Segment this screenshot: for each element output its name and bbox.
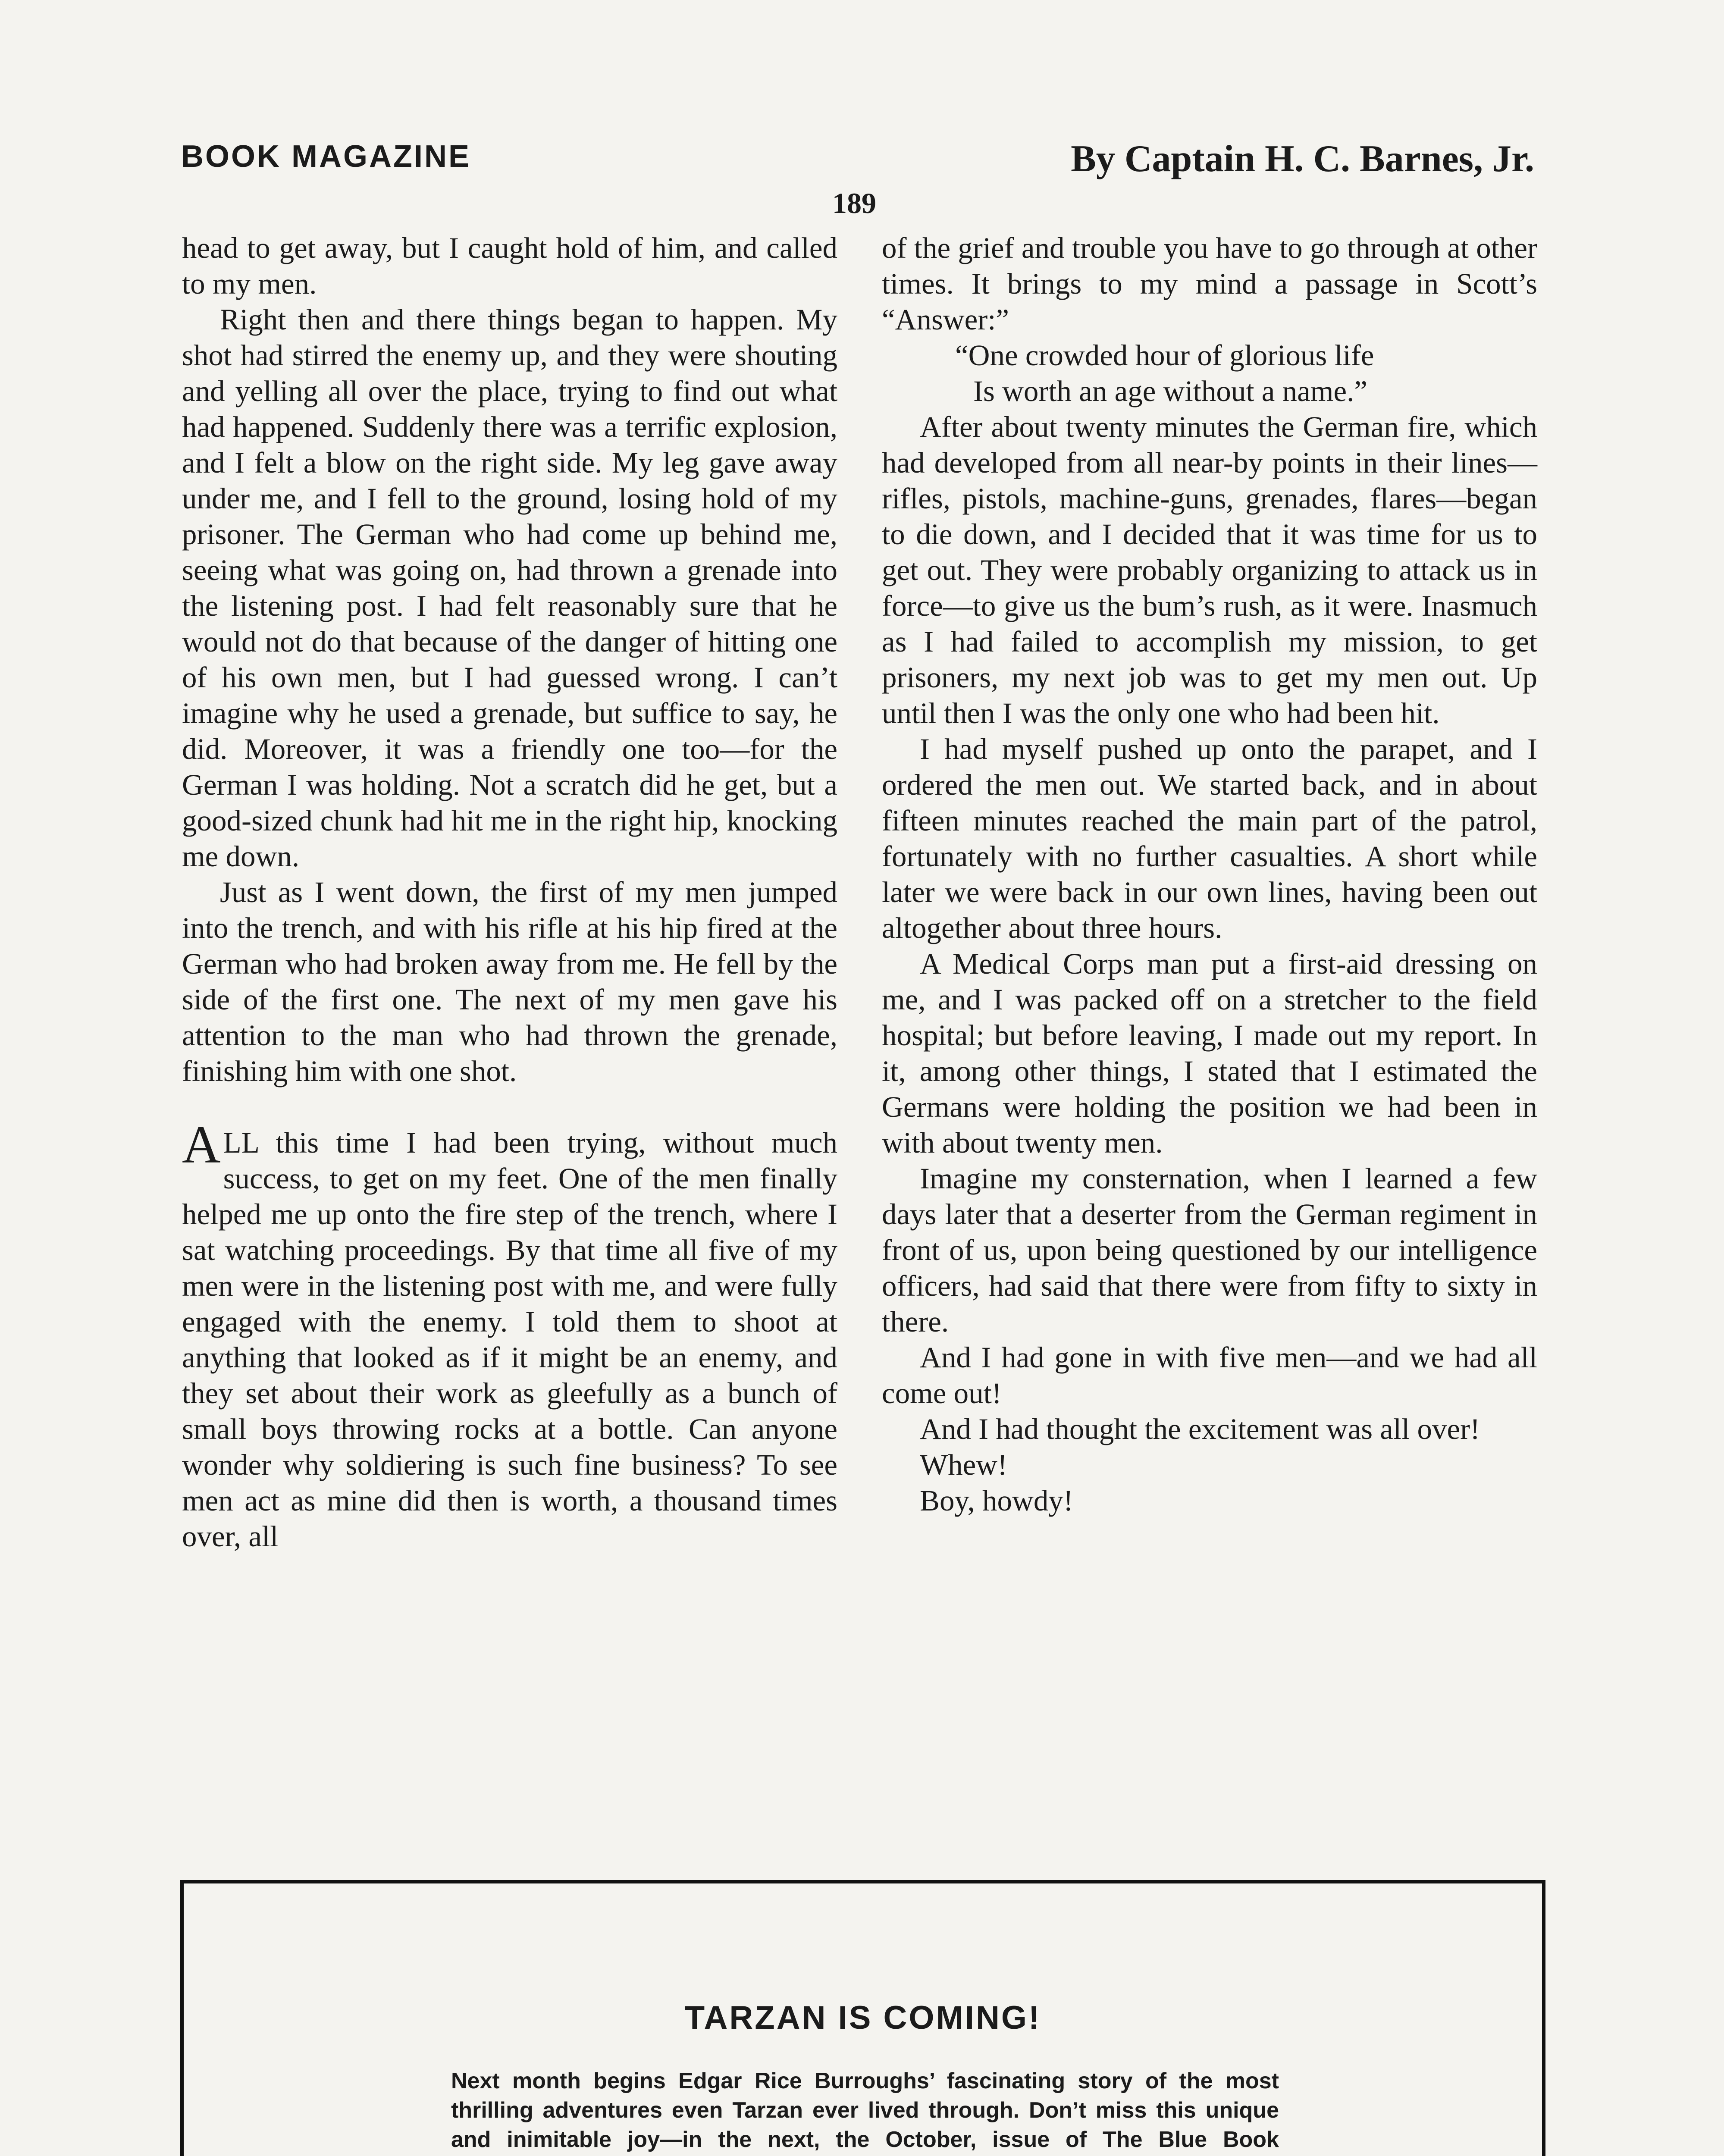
right-column: [882, 230, 1537, 1519]
paragraph: I had myself pushed up onto the parapet, and I ordered the men out. We started back, and in about fifteen minutes reached the main part of the patrol, fortunately with no further casualties. A short while later we were back in our own lines, having been out altogether about three hours.: [882, 733, 1537, 944]
paragraph: head to get away, but I caught hold of him, and called to my men.: [182, 232, 837, 300]
paragraph: of the grief and trouble you have to go through at other times. It brings to my mind a passage in Scott’s “Answer:”: [882, 232, 1537, 336]
verse-line: “One crowded hour of glorious life: [955, 339, 1374, 372]
section-paragraph: [182, 1115, 837, 1554]
paragraph: A Medical Corps man put a first-aid dressing on me, and I was packed off on a stretcher to the field hospital; but before leaving, I made out my report. In it, among other things, I stated that I estimated the Germans were holding the position we had been in with about twenty men.: [882, 947, 1537, 1159]
advertisement-title: TARZAN IS COMING!: [684, 1999, 1041, 2036]
paragraph: Boy, howdy!: [920, 1484, 1073, 1517]
verse-line: Is worth an age without a name.”: [973, 375, 1367, 407]
advertisement-text: Next month begins Edgar Rice Burroughs’ fascinating story of the most thrilling adventures even Tarzan ever lived through. Don’t miss this unique and inimitable joy—in the next, the October, issue of The Blue Book: [451, 2068, 1279, 2152]
advertisement-box: [180, 1880, 1545, 2156]
paragraph: After about twenty minutes the German fire, which had developed from all near-by points in their lines—rifles, pistols, machine-guns, grenades, flares—began to die down, and I decided that it was time for us to get out. They were probably organizing to attack us in force—to give us the bum’s rush, as it were. Inasmuch as I had failed to accomplish my mission, to get prisoners, my next job was to get my men out. Up until then I was the only one who had been hit.: [882, 411, 1537, 730]
left-column: [182, 230, 837, 1554]
running-header-author: By Captain H. C. Barnes, Jr.: [1071, 138, 1534, 180]
paragraph: And I had gone in with five men—and we had all come out!: [882, 1341, 1537, 1410]
page-number: 189: [832, 187, 876, 219]
paragraph: Whew!: [920, 1448, 1008, 1481]
paragraph: Right then and there things began to happen. My shot had stirred the enemy up, and they were shouting and yelling all over the place, trying to find out what had happened. Suddenly there was a terrific explosion, and I felt a blow on the right side. My leg gave away under me, and I fell to the ground, losing hold of my prisoner. The German who had come up behind me, seeing what was going on, had thrown a grenade into the listening post. I had felt reasonably sure that he would not do that because of the danger of hitting one of his own men, but I had guessed wrong. I can’t imagine why he used a grenade, but suffice to say, he did. Moreover, it was a friendly one too—for the German I was holding. Not a scratch did he get, but a good-sized chunk had hit me in the right hip, knocking me down.: [182, 303, 837, 873]
paragraph: Imagine my consternation, when I learned a few days later that a deserter from the German regiment in front of us, upon being questioned by our intelligence officers, had said that there were from fifty to sixty in there.: [882, 1162, 1537, 1338]
paragraph: Just as I went down, the first of my men jumped into the trench, and with his rifle at his hip fired at the German who had broken away from me. He fell by the side of the first one. The next of my men gave his attention to the man who had thrown the grenade, finishing him with one shot.: [182, 876, 837, 1087]
paragraph: And I had thought the excitement was all over!: [920, 1413, 1480, 1445]
running-header-magazine: BOOK MAGAZINE: [181, 139, 471, 174]
paragraph-text: LL this time I had been trying, without much success, to get on my feet. One of the men finally helped me up onto the fire step of the trench, where I sat watching proceedings. By that time all five of my men were in the listening post with me, and were fully engaged with the enemy. I told them to shoot at anything that looked as if it might be an enemy, and they set about their work as gleefully as a bunch of small boys throwing rocks at a bottle. Can anyone wonder why soldiering is such fine business? To see men act as mine did then is worth, a thousand times over, all: [182, 1126, 837, 1553]
verse-quote: [882, 338, 1537, 409]
drop-cap: A: [182, 1115, 221, 1174]
